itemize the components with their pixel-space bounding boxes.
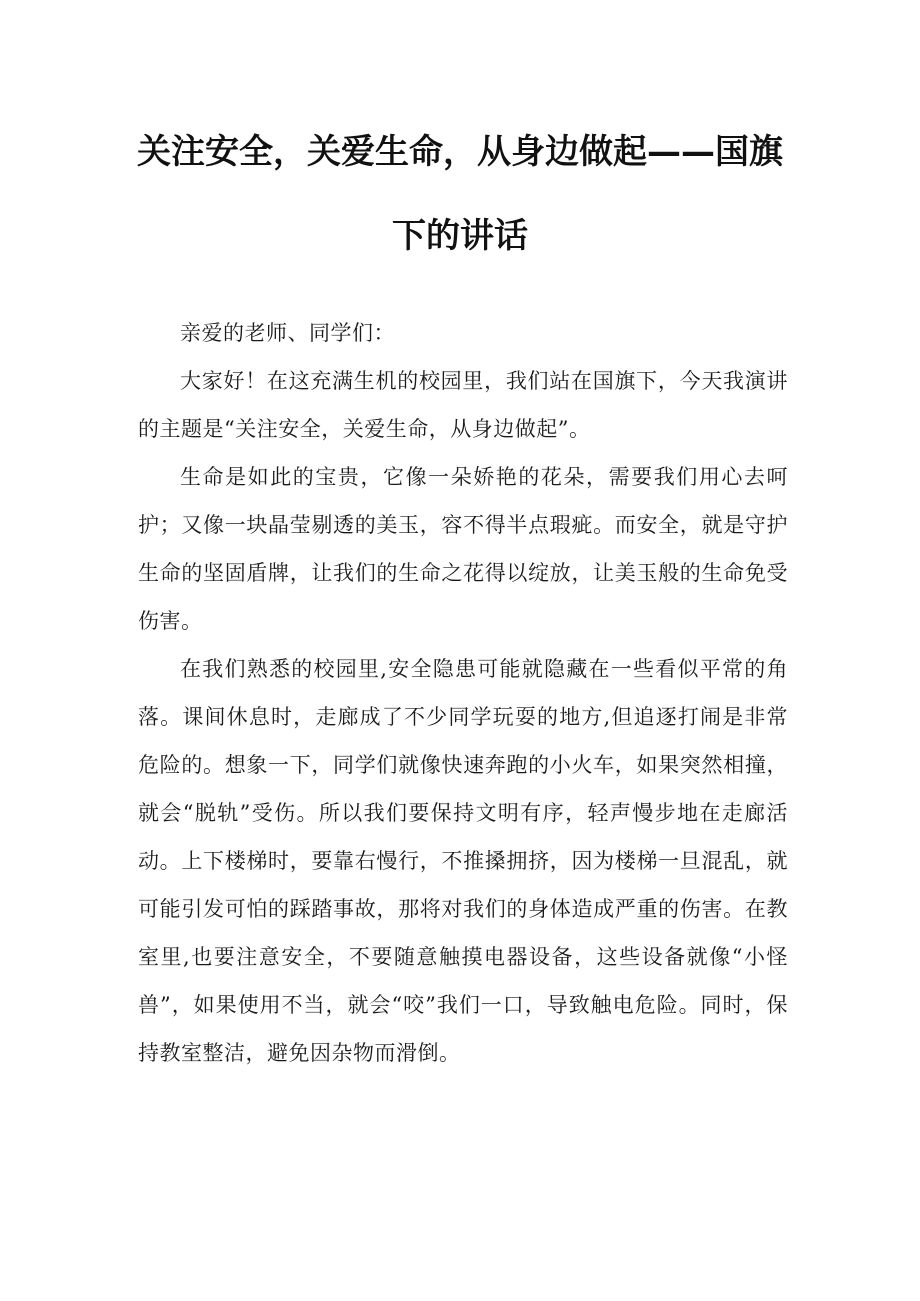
- paragraph-life: 生命是如此的宝贵，它像一朵娇艳的花朵，需要我们用心去呵护；又像一块晶莹剔透的美玉，容不得半点瑕疵。而安全，就是守护生命的坚固盾牌，让我们的生命之花得以绽放，让美玉般的生命免受伤害。: [138, 465, 788, 633]
- document-body: [138, 309, 788, 1077]
- document-title-line-1: 关注安全，关爱生命，从身边做起——国旗: [137, 132, 783, 172]
- paragraph-salutation: 亲爱的老师、同学们：: [180, 321, 395, 345]
- document-title-line-2: 下的讲话: [392, 216, 528, 256]
- paragraph-greeting: 大家好！在这充满生机的校园里，我们站在国旗下，今天我演讲的主题是“关注安全，关爱生命，从身边做起”。: [138, 369, 788, 441]
- paragraph-campus-safety: 在我们熟悉的校园里,安全隐患可能就隐藏在一些看似平常的角落。课间休息时，走廊成了不少同学玩耍的地方,但追逐打闹是非常危险的。想象一下，同学们就像快速奔跑的小火车，如果突然相撞，就会“脱轨”受伤。所以我们要保持文明有序，轻声慢步地在走廊活动。上下楼梯时，要靠右慢行，不推搡拥挤，因为楼梯一旦混乱，就可能引发可怕的踩踏事故，那将对我们的身体造成严重的伤害。在教室里,也要注意安全，不要随意触摸电器设备，这些设备就像“小怪兽”，如果使用不当，就会“咬”我们一口，导致触电危险。同时，保持教室整洁，避免因杂物而滑倒。: [138, 657, 788, 1065]
